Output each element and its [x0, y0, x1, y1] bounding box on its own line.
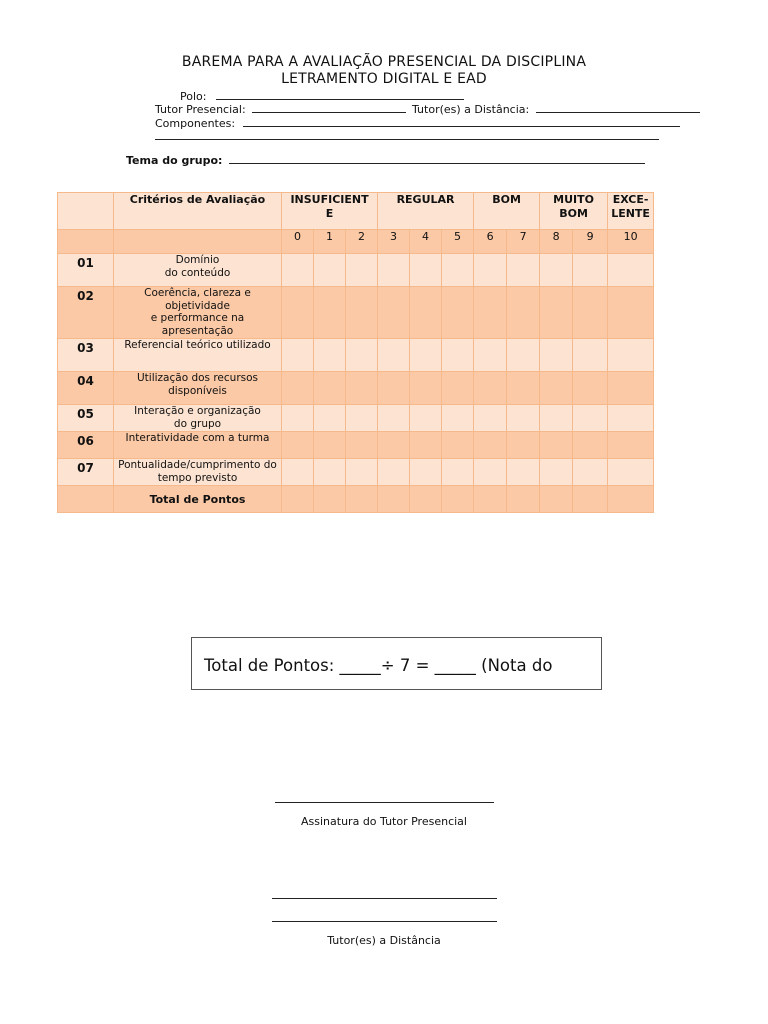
score-8: 8 — [540, 230, 573, 254]
table-row — [58, 405, 654, 432]
signature-line-tutor-distancia-1 — [272, 898, 497, 899]
componentes-extra-line — [155, 139, 659, 140]
tema-label: Tema do grupo: — [126, 154, 223, 167]
componentes-label: Componentes: — [155, 117, 236, 130]
total-points-box — [191, 637, 602, 690]
score-1: 1 — [314, 230, 346, 254]
table-row — [58, 372, 654, 405]
row-number: 01 — [58, 254, 114, 287]
score-header-row — [58, 230, 654, 254]
criterion-label: Utilização dos recursos disponíveis — [114, 372, 282, 405]
evaluation-table — [57, 192, 654, 513]
level-bom: BOM — [474, 193, 540, 230]
score-2: 2 — [346, 230, 378, 254]
score-10: 10 — [608, 230, 654, 254]
tutor-distancia-label: Tutor(es) a Distância: — [412, 103, 530, 116]
componentes-blank — [243, 116, 680, 127]
table-row — [58, 254, 654, 287]
score-9: 9 — [573, 230, 608, 254]
tutor-presencial-field — [155, 102, 406, 116]
level-excelente: EXCE- LENTE — [608, 193, 654, 230]
document-title-line2: LETRAMENTO DIGITAL E EAD — [281, 71, 487, 87]
document-title-line1: BAREMA PARA A AVALIAÇÃO PRESENCIAL DA DISCIPLINA — [181, 54, 587, 70]
criterion-label: Domínio do conteúdo — [114, 254, 282, 287]
row-number: 07 — [58, 459, 114, 486]
table-row — [58, 339, 654, 372]
blank-header-cell — [58, 193, 114, 230]
signature-line-tutor-presencial — [275, 802, 494, 803]
tutor-presencial-blank — [252, 102, 406, 113]
signature-line-tutor-distancia-2 — [272, 921, 497, 922]
signature-label-tutor-distancia: Tutor(es) a Distância — [327, 934, 441, 947]
table-row — [58, 459, 654, 486]
criteria-header: Critérios de Avaliação — [114, 193, 282, 230]
table-row — [58, 287, 654, 339]
row-number: 02 — [58, 287, 114, 339]
level-regular: REGULAR — [378, 193, 474, 230]
total-label: Total de Pontos — [114, 486, 282, 513]
score-4: 4 — [410, 230, 442, 254]
signature-label-tutor-presencial: Assinatura do Tutor Presencial — [301, 815, 467, 828]
total-points-formula: Total de Pontos: _____÷ 7 = _____ (Nota do — [204, 656, 553, 675]
tema-blank — [229, 153, 645, 164]
score-5: 5 — [442, 230, 474, 254]
row-number: 06 — [58, 432, 114, 459]
criterion-label: Pontualidade/cumprimento do tempo previsto — [114, 459, 282, 486]
level-insuficiente: INSUFICIENT E — [282, 193, 378, 230]
componentes-field — [155, 116, 680, 130]
level-muito-bom: MUITO BOM — [540, 193, 608, 230]
polo-field — [180, 89, 464, 103]
tutor-distancia-field — [412, 102, 700, 116]
polo-label: Polo: — [180, 90, 207, 103]
score-7: 7 — [507, 230, 540, 254]
criterion-label: Interação e organização do grupo — [114, 405, 282, 432]
row-number: 03 — [58, 339, 114, 372]
criterion-label: Interatividade com a turma — [114, 432, 282, 459]
tutor-distancia-blank — [536, 102, 700, 113]
score-3: 3 — [378, 230, 410, 254]
row-number: 04 — [58, 372, 114, 405]
score-0: 0 — [282, 230, 314, 254]
level-header-row — [58, 193, 654, 230]
polo-blank — [216, 89, 464, 100]
tutor-presencial-label: Tutor Presencial: — [155, 103, 246, 116]
score-6: 6 — [474, 230, 507, 254]
total-row — [58, 486, 654, 513]
table-row — [58, 432, 654, 459]
tema-field — [126, 153, 645, 167]
row-number: 05 — [58, 405, 114, 432]
criterion-label: Referencial teórico utilizado — [114, 339, 282, 372]
criterion-label: Coerência, clareza e objetividade e performance na apresentação — [114, 287, 282, 339]
